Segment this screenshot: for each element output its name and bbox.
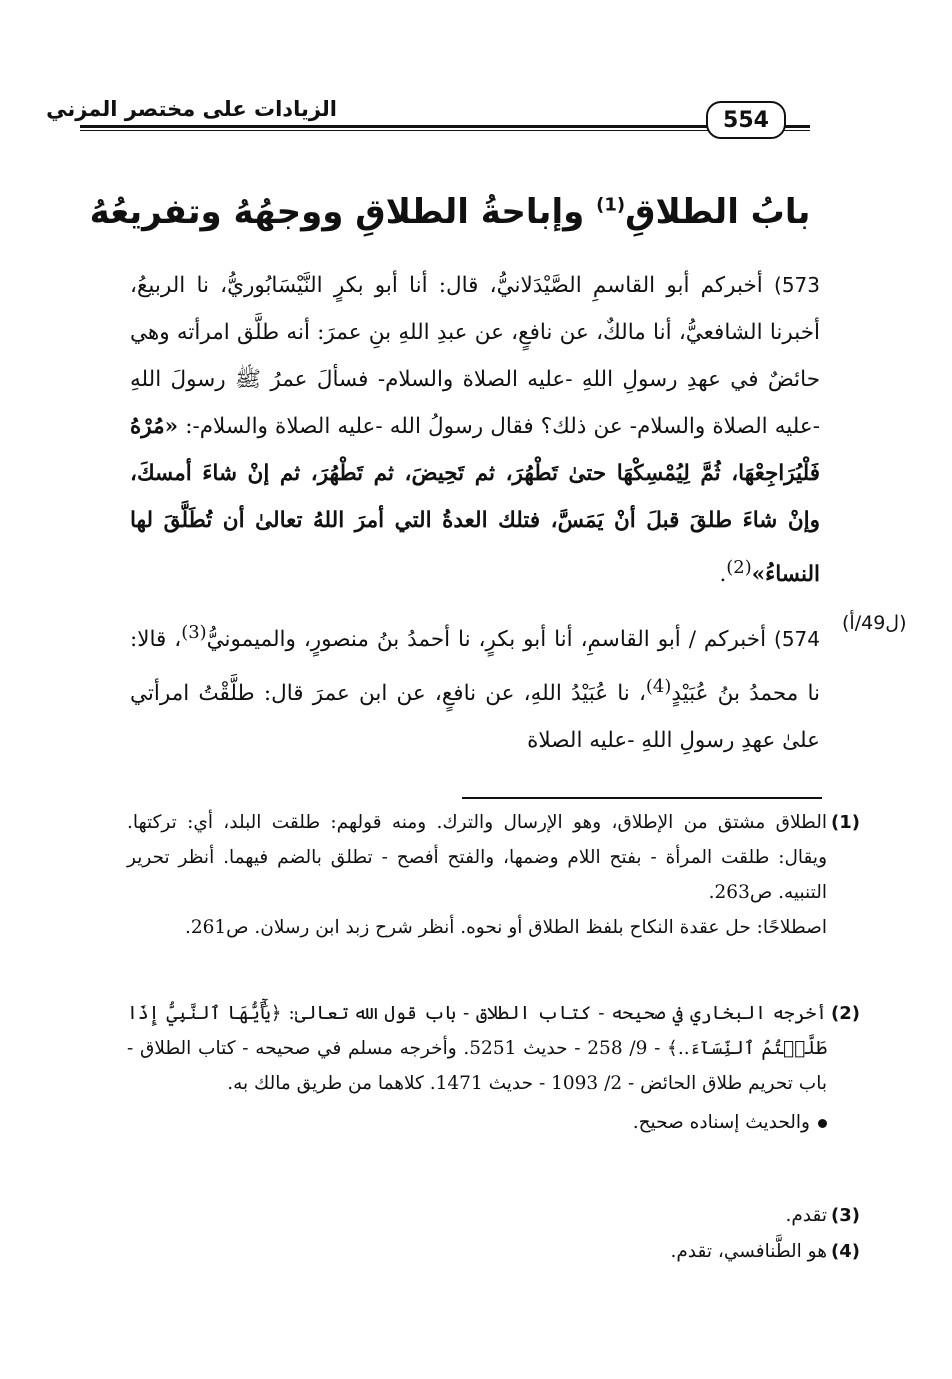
footnote-separator (462, 797, 822, 799)
bullet-icon (818, 1119, 827, 1128)
hadith-text-b: ، قالا: نا محمدُ بنُ عُبَيْدٍ (130, 627, 820, 707)
footnote-number: (3) (831, 1205, 860, 1226)
footnote-number: (1) (831, 812, 860, 833)
footnote-note-text: والحديث إسناده صحيح. (632, 1112, 810, 1133)
hadith-574 (130, 609, 820, 764)
manuscript-marker: (ل49/أ) (842, 612, 907, 634)
hadith-number: 574) (774, 627, 821, 652)
footnote-text: هو الطَّنافسي، تقدم. (670, 1241, 827, 1262)
hadith-573 (130, 262, 820, 598)
footnote-ref: (1) (596, 194, 626, 216)
footnote-text: تقدم. (785, 1205, 827, 1226)
header-rule (80, 125, 810, 128)
footnote-2 (127, 996, 827, 1140)
footnote-ref: (4) (645, 676, 672, 698)
chapter-title-main: بابُ الطلاقِ (625, 192, 811, 232)
hadith-text-c: ، نا عُبَيْدُ اللهِ، عن نافعٍ، عن ابن عمرَ قال: طلَّقْتُ امرأتي علىٰ عهدِ رسولِ اللهِ -عليه الصلاة (130, 681, 820, 754)
footnote-ref: (2) (726, 557, 752, 578)
running-title: الزيادات على مختصر المزني (46, 97, 337, 121)
hadith-text: أخبركم أبو القاسمِ الصَّيْدَلانيُّ، قال: أنا أبو بكرٍ النَّيْسَابُوريُّ، نا الربيعُ، أخبرنا الشافعيُّ، أنا مالكٌ، عن نافعٍ، عن عبدِ اللهِ بنِ عمرَ: أنه طلَّق امرأته وهي حائضٌ في عهدِ رسولِ اللهِ -عليه الصلاة والسلام- فسألَ عمرُ ﷺ رسولَ اللهِ -عليه الصلاة والسلام- عن ذلك؟ فقال رسولُ الله -عليه الصلاة والسلام-: (130, 273, 820, 439)
footnote-text: الطلاق مشتق من الإطلاق، وهو الإرسال والترك. ومنه قولهم: طلقت البلد، أي: تركتها. ويقال: طلقت المرأة - بفتح اللام وضمها، والفتح أفصح - تطلق بالضم فيهما. أنظر تحرير التنبيه. ص263. (127, 812, 827, 903)
footnote-4 (127, 1234, 827, 1269)
hadith-number: 573) (774, 273, 820, 297)
chapter-title-rest: وإباحةُ الطلاقِ ووجهُهُ وتفريعُهُ (89, 192, 585, 232)
footnote-note (127, 1105, 827, 1140)
hadith-end: . (719, 562, 727, 588)
footnote-3 (127, 1198, 827, 1233)
footnote-number: (2) (831, 1003, 860, 1024)
chapter-title (80, 192, 820, 232)
page-number: 554 (706, 101, 786, 139)
footnote-1 (127, 805, 827, 945)
footnote-ref: (3) (181, 622, 207, 643)
hadith-text: أخبركم / أبو القاسمِ، أنا أبو بكرٍ، نا أحمدُ بنُ منصورٍ، والميمونيُّ (206, 627, 767, 653)
prophet-saying: «مُرْهُ فَلْيُرَاجِعْهَا، ثُمَّ لِيُمْسِكْهَا حتىٰ تَطْهُرَ، ثم تَحِيضَ، ثم تَطْهُرَ، ثم إنْ شاءَ أمسكَ، وإنْ شاءَ طلقَ قبلَ أنْ يَمَسَّ، فتلك العدةُ التي أمرَ اللهُ تعالىٰ أن تُطَلَّقَ لها النساءُ» (130, 414, 820, 588)
footnote-text-2: اصطلاحًا: حل عقدة النكاح بلفظ الطلاق أو نحوه. أنظر شرح زبد ابن رسلان. ص261. (184, 917, 827, 938)
header-rule-thin (80, 130, 810, 131)
footnote-number: (4) (831, 1241, 860, 1262)
footnote-text: أخرجه البخاري في صحيحه - كتاب الطلاق - باب قول الله تعالىٰ: ﴿يَٰٓأَيُّهَا ٱلنَّبِيُّ إِذَا طَلَّقۡتُمُ ٱلنِّسَآءَ..﴾ - 9/ 258 - حديث 5251. وأخرجه مسلم في صحيحه - كتاب الطلاق - باب تحريم طلاق الحائض - 2/ 1093 - حديث 1471. كلاهما من طريق مالك به. (127, 1003, 827, 1094)
